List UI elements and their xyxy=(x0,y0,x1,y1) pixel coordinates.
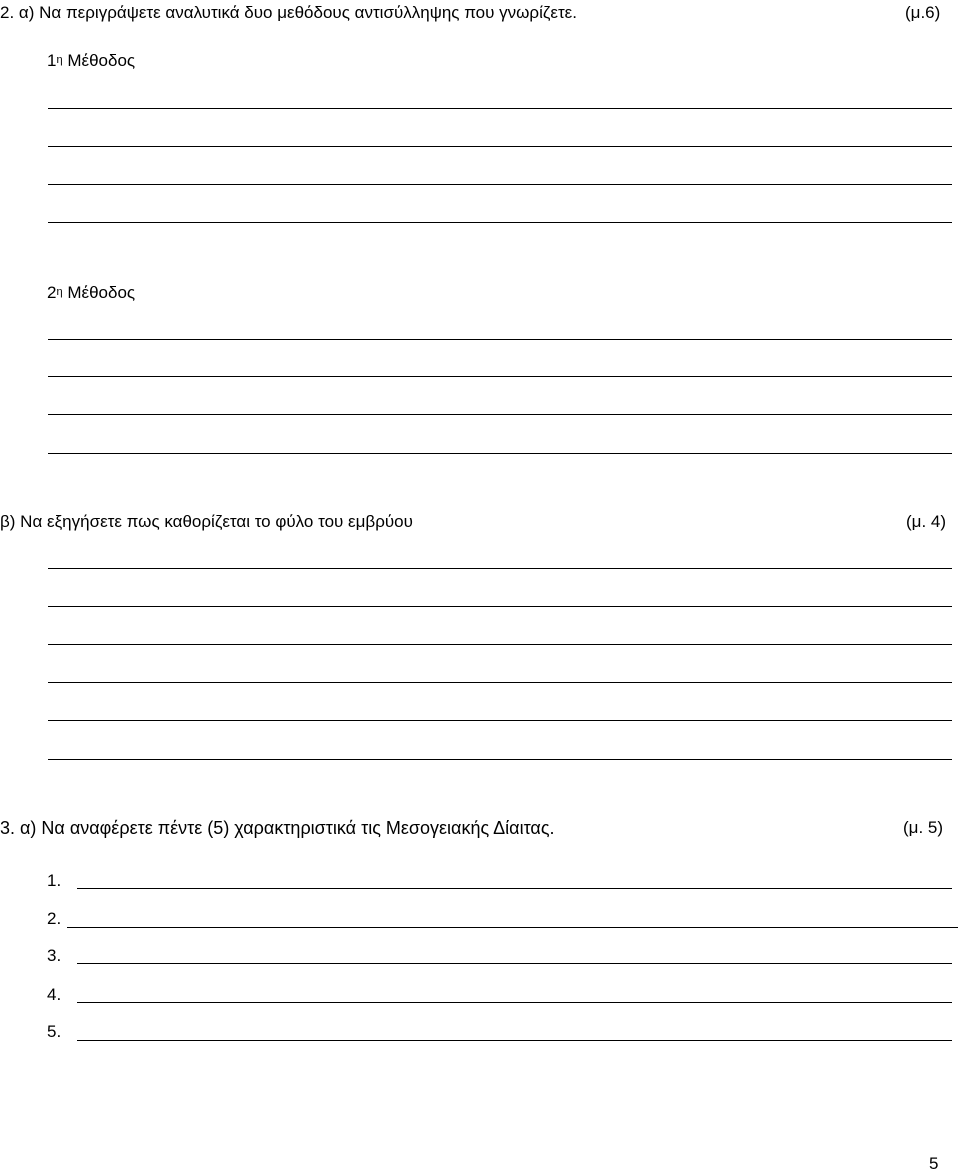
answer-line[interactable] xyxy=(48,644,952,645)
method-2-ordinal: η xyxy=(56,286,63,298)
question-2a-marks: (μ.6) xyxy=(905,3,941,22)
answer-line[interactable] xyxy=(77,1040,952,1041)
list-item-number: 1. xyxy=(47,871,62,890)
answer-line[interactable] xyxy=(48,108,952,109)
question-3a-marks: (μ. 5) xyxy=(903,818,944,837)
list-item-number: 2. xyxy=(47,909,62,928)
list-item-number: 5. xyxy=(47,1022,62,1041)
list-item-number: 3. xyxy=(47,946,62,965)
method-2-heading xyxy=(47,283,135,303)
answer-line[interactable] xyxy=(48,568,952,569)
page-number: 5 xyxy=(929,1154,939,1173)
answer-line[interactable] xyxy=(48,376,952,377)
answer-line[interactable] xyxy=(48,339,952,340)
answer-line[interactable] xyxy=(48,146,952,147)
method-1-heading xyxy=(47,51,135,71)
answer-line[interactable] xyxy=(67,927,958,928)
answer-line[interactable] xyxy=(48,414,952,415)
answer-line[interactable] xyxy=(48,222,952,223)
question-2b-marks: (μ. 4) xyxy=(906,512,947,531)
answer-line[interactable] xyxy=(48,606,952,607)
answer-line[interactable] xyxy=(77,888,952,889)
method-2-label: Μέθοδος xyxy=(67,283,136,302)
answer-line[interactable] xyxy=(77,1002,952,1003)
method-1-label: Μέθοδος xyxy=(67,51,136,70)
question-3a-text: 3. α) Να αναφέρετε πέντε (5) χαρακτηριστικά τις Μεσογειακής Δίαιτας. xyxy=(0,818,555,838)
method-2-number: 2 xyxy=(47,283,57,302)
answer-line[interactable] xyxy=(48,184,952,185)
answer-line[interactable] xyxy=(48,453,952,454)
answer-line[interactable] xyxy=(48,720,952,721)
answer-line[interactable] xyxy=(48,759,952,760)
answer-line[interactable] xyxy=(77,963,952,964)
answer-line[interactable] xyxy=(48,682,952,683)
question-2a-text: 2. α) Να περιγράψετε αναλυτικά δυο μεθόδους αντισύλληψης που γνωρίζετε. xyxy=(0,3,577,22)
question-2b-text: β) Να εξηγήσετε πως καθορίζεται το φύλο του εμβρύου xyxy=(0,512,413,531)
method-1-ordinal: η xyxy=(56,54,63,66)
list-item-number: 4. xyxy=(47,985,62,1004)
method-1-number: 1 xyxy=(47,51,57,70)
